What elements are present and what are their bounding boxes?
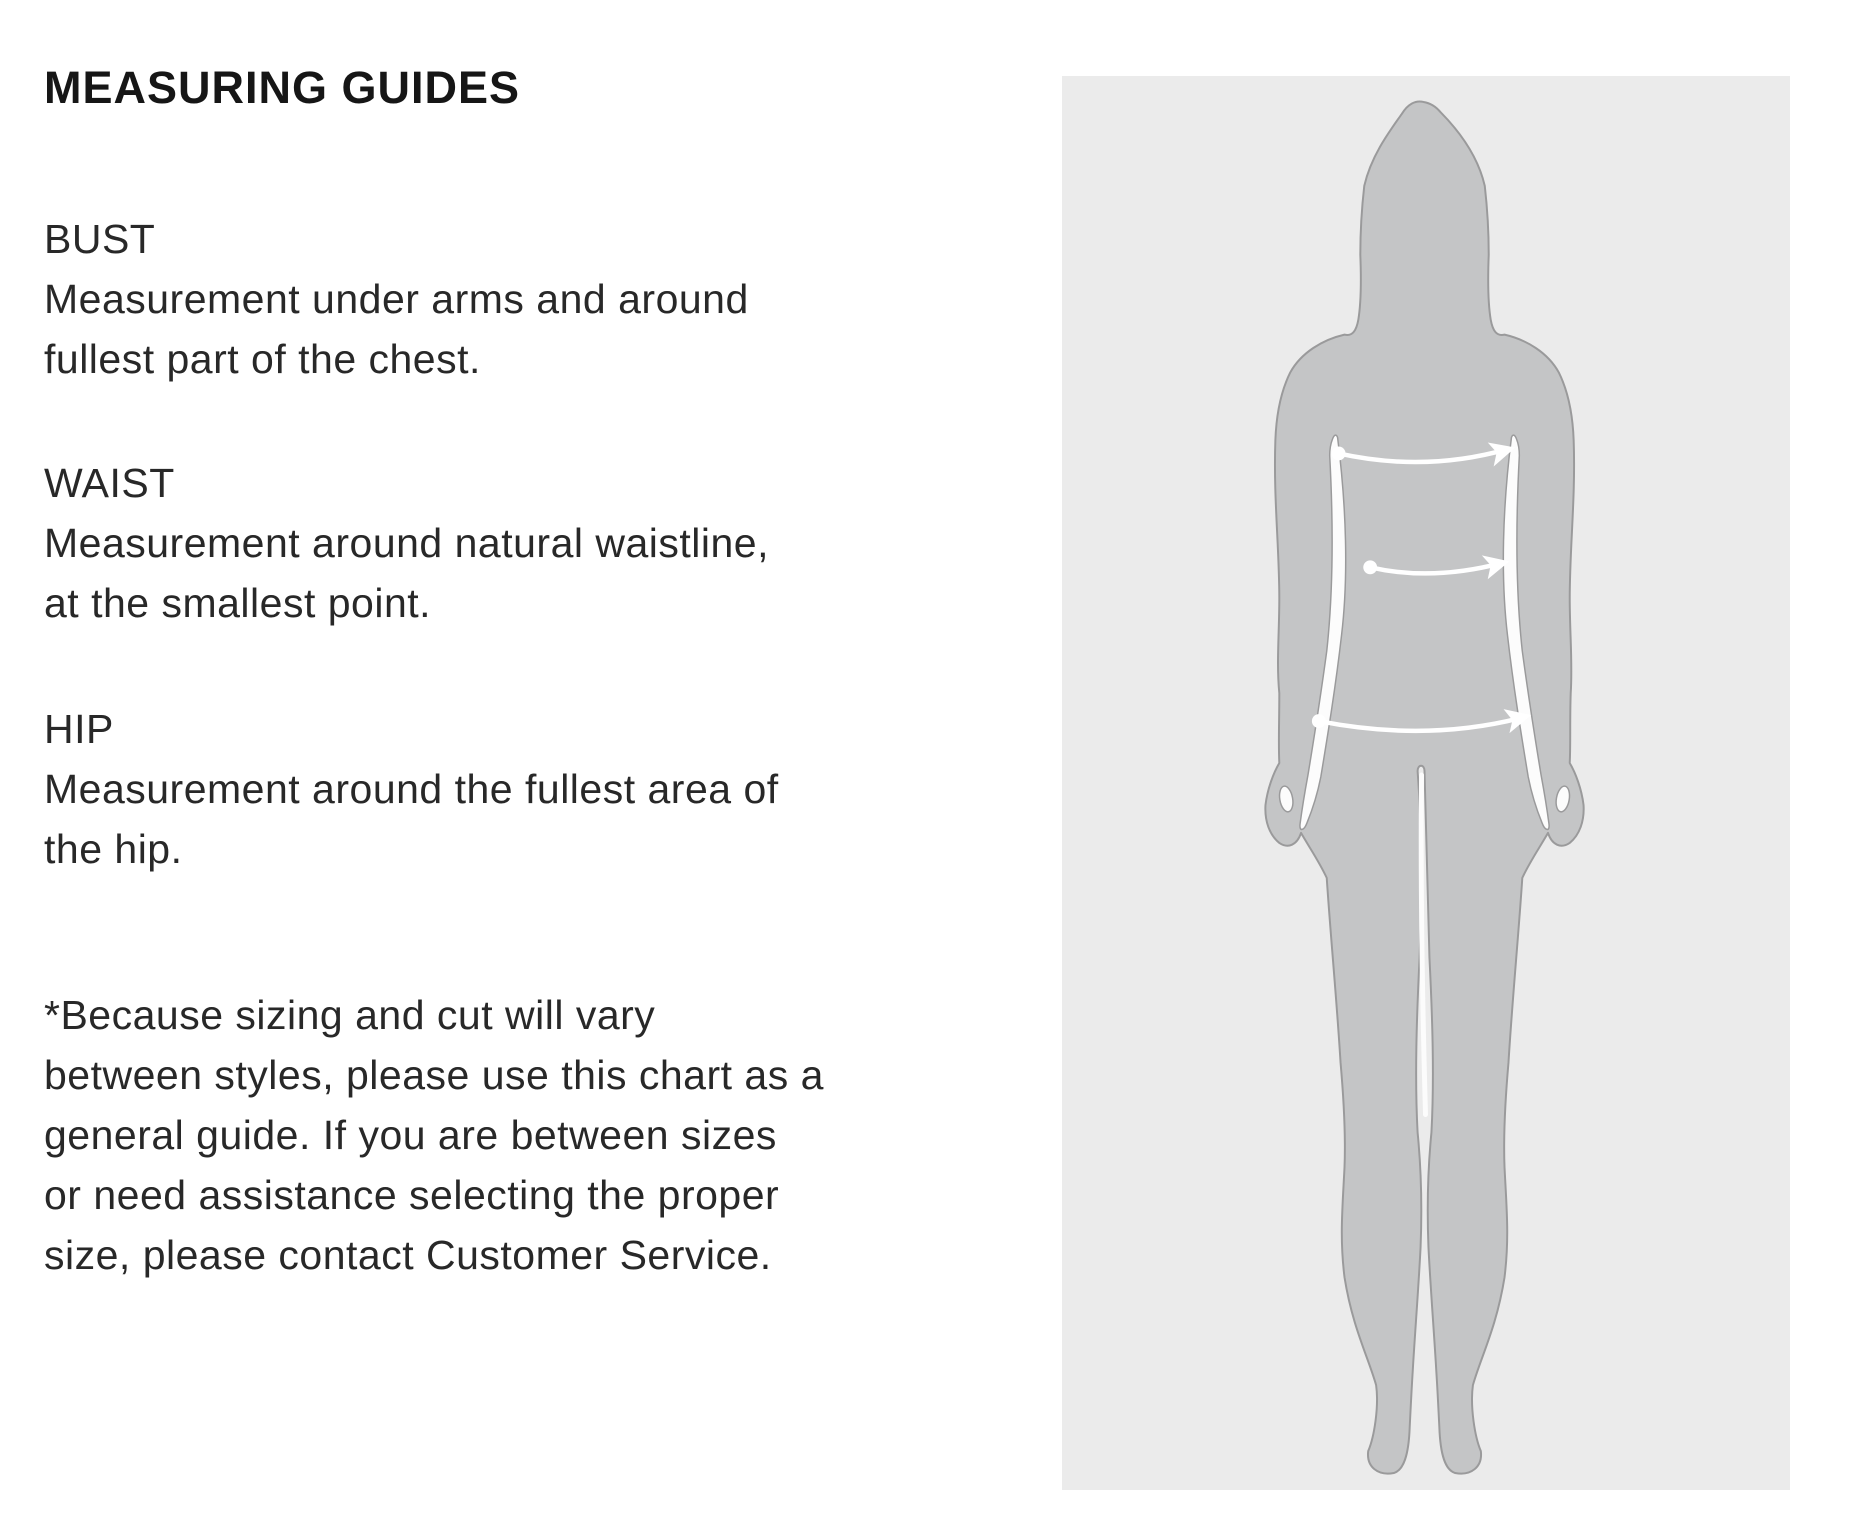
section-waist-description: Measurement around natural waistline, at the smallest point.	[44, 520, 769, 626]
section-hip	[44, 699, 1049, 879]
section-hip-title: HIP	[44, 706, 114, 752]
figure-panel	[1062, 76, 1790, 1490]
section-bust-title: BUST	[44, 216, 156, 262]
section-bust	[44, 209, 1049, 389]
page-title: MEASURING GUIDES	[44, 62, 521, 113]
section-waist-title: WAIST	[44, 460, 175, 506]
section-bust-description: Measurement under arms and around fullest part of the chest.	[44, 276, 749, 382]
section-waist	[44, 453, 1049, 633]
leg-seam-highlight	[1421, 775, 1425, 1115]
sizing-disclaimer: *Because sizing and cut will vary between styles, please use this chart as a general guide. If you are between sizes or need assistance selecting the proper size, please contact Customer Service.	[44, 992, 824, 1278]
section-hip-description: Measurement around the fullest area of the hip.	[44, 766, 779, 872]
female-body-silhouette	[1062, 76, 1790, 1490]
